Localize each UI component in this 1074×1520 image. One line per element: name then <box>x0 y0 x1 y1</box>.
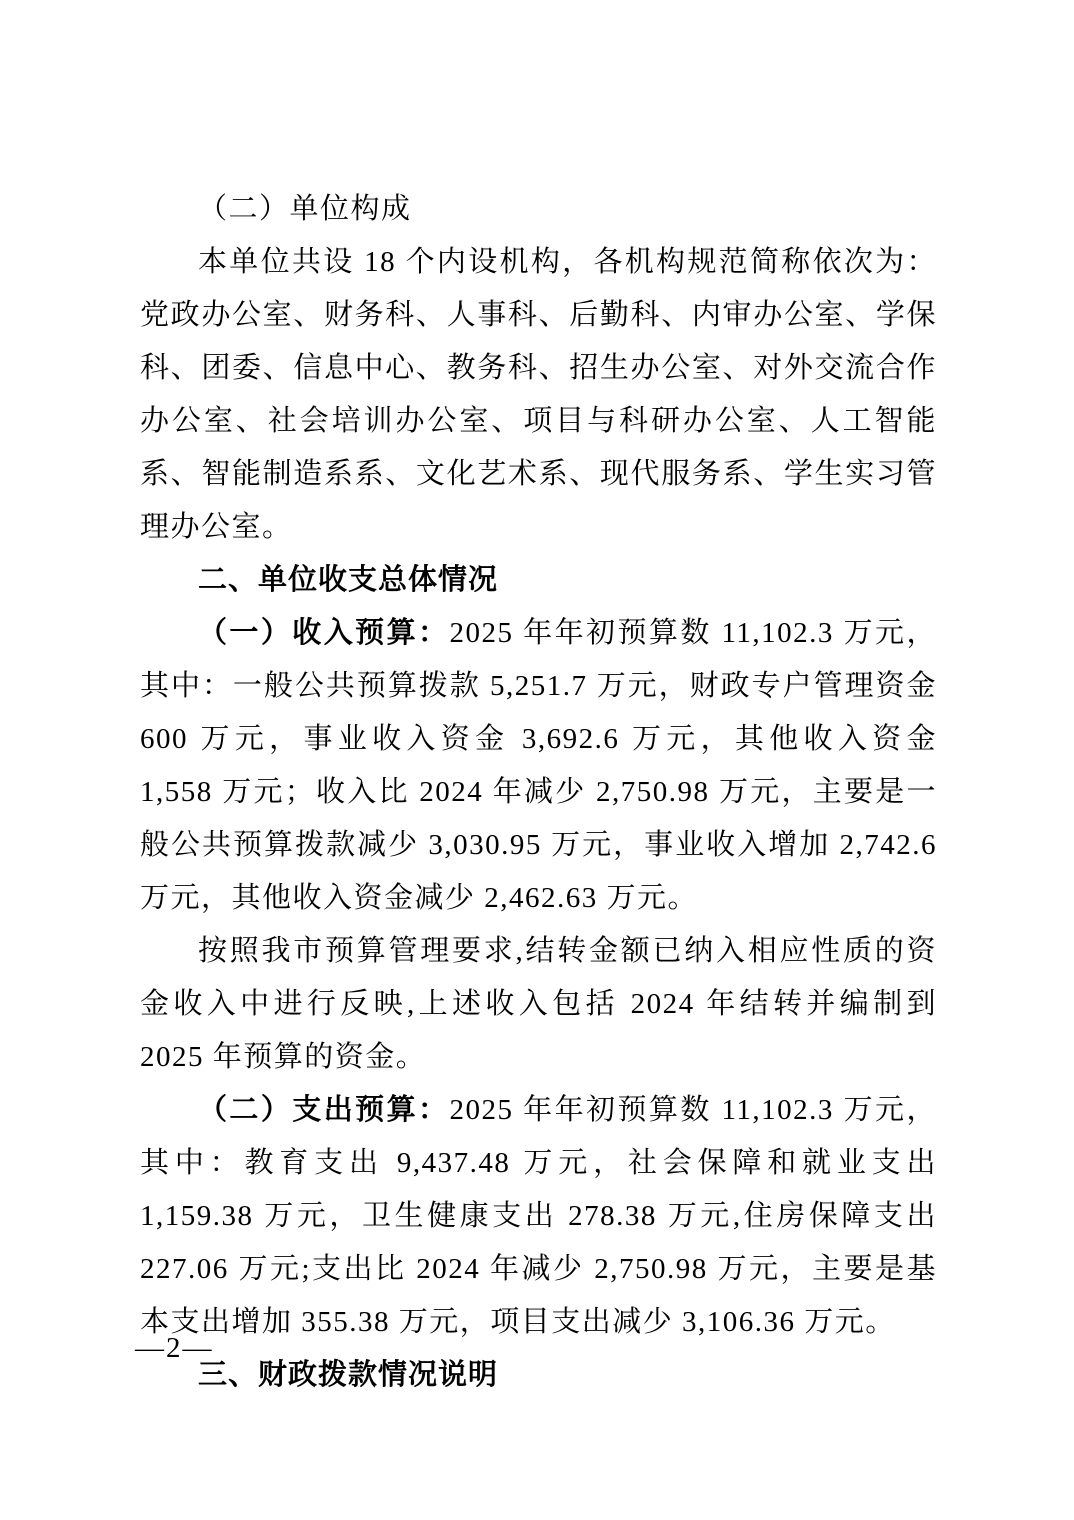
document-body <box>140 183 937 1402</box>
section-heading-overall-revenue-expenditure: 二、单位收支总体情况 <box>198 564 499 596</box>
paragraph-lead-income-budget: （一）收入预算： <box>198 617 450 649</box>
paragraph-text-expenditure-budget: 2025 年年初预算数 11,102.3 万元，其中：教育支出 9,437.48 万元，社会保障和就业支出 1,159.38 万元，卫生健康支出 278.38 万元,住房保障支出 227.06 万元;支出比 2024 年减少 2,750.98 万元，主要是基本支出增加 355.38 万元，项目支出减少 3,106.36 万元。 <box>140 1094 937 1338</box>
paragraph-income-budget <box>140 607 937 925</box>
paragraph-text-income-budget: 2025 年年初预算数 11,102.3 万元，其中：一般公共预算拨款 5,251.7 万元，财政专户管理资金 600 万元，事业收入资金 3,692.6 万元，其他收入资金 1,558 万元；收入比 2024 年减少 2,750.98 万元，主要是一般公共预算拨款减少 3,030.95 万元，事业收入增加 2,742.6 万元，其他收入资金减少 2,462.63 万元。 <box>140 617 937 914</box>
paragraph-expenditure-budget <box>140 1084 937 1349</box>
page-number: —2— <box>135 1332 214 1364</box>
paragraph-lead-expenditure-budget: （二）支出预算： <box>198 1094 450 1126</box>
subsection-heading-unit-composition: （二）单位构成 <box>198 193 412 225</box>
paragraph-unit-composition: 本单位共设 18 个内设机构，各机构规范简称依次为：党政办公室、财务科、人事科、后勤科、内审办公室、学保科、团委、信息中心、教务科、招生办公室、对外交流合作办公室、社会培训办公室、项目与科研办公室、人工智能系、智能制造系系、文化艺术系、现代服务系、学生实习管理办公室。 <box>140 246 937 543</box>
paragraph-carryover-note: 按照我市预算管理要求,结转金额已纳入相应性质的资金收入中进行反映,上述收入包括 2024 年结转并编制到 2025 年预算的资金。 <box>140 935 937 1073</box>
section-heading-fiscal-appropriation: 三、财政拨款情况说明 <box>198 1359 499 1391</box>
